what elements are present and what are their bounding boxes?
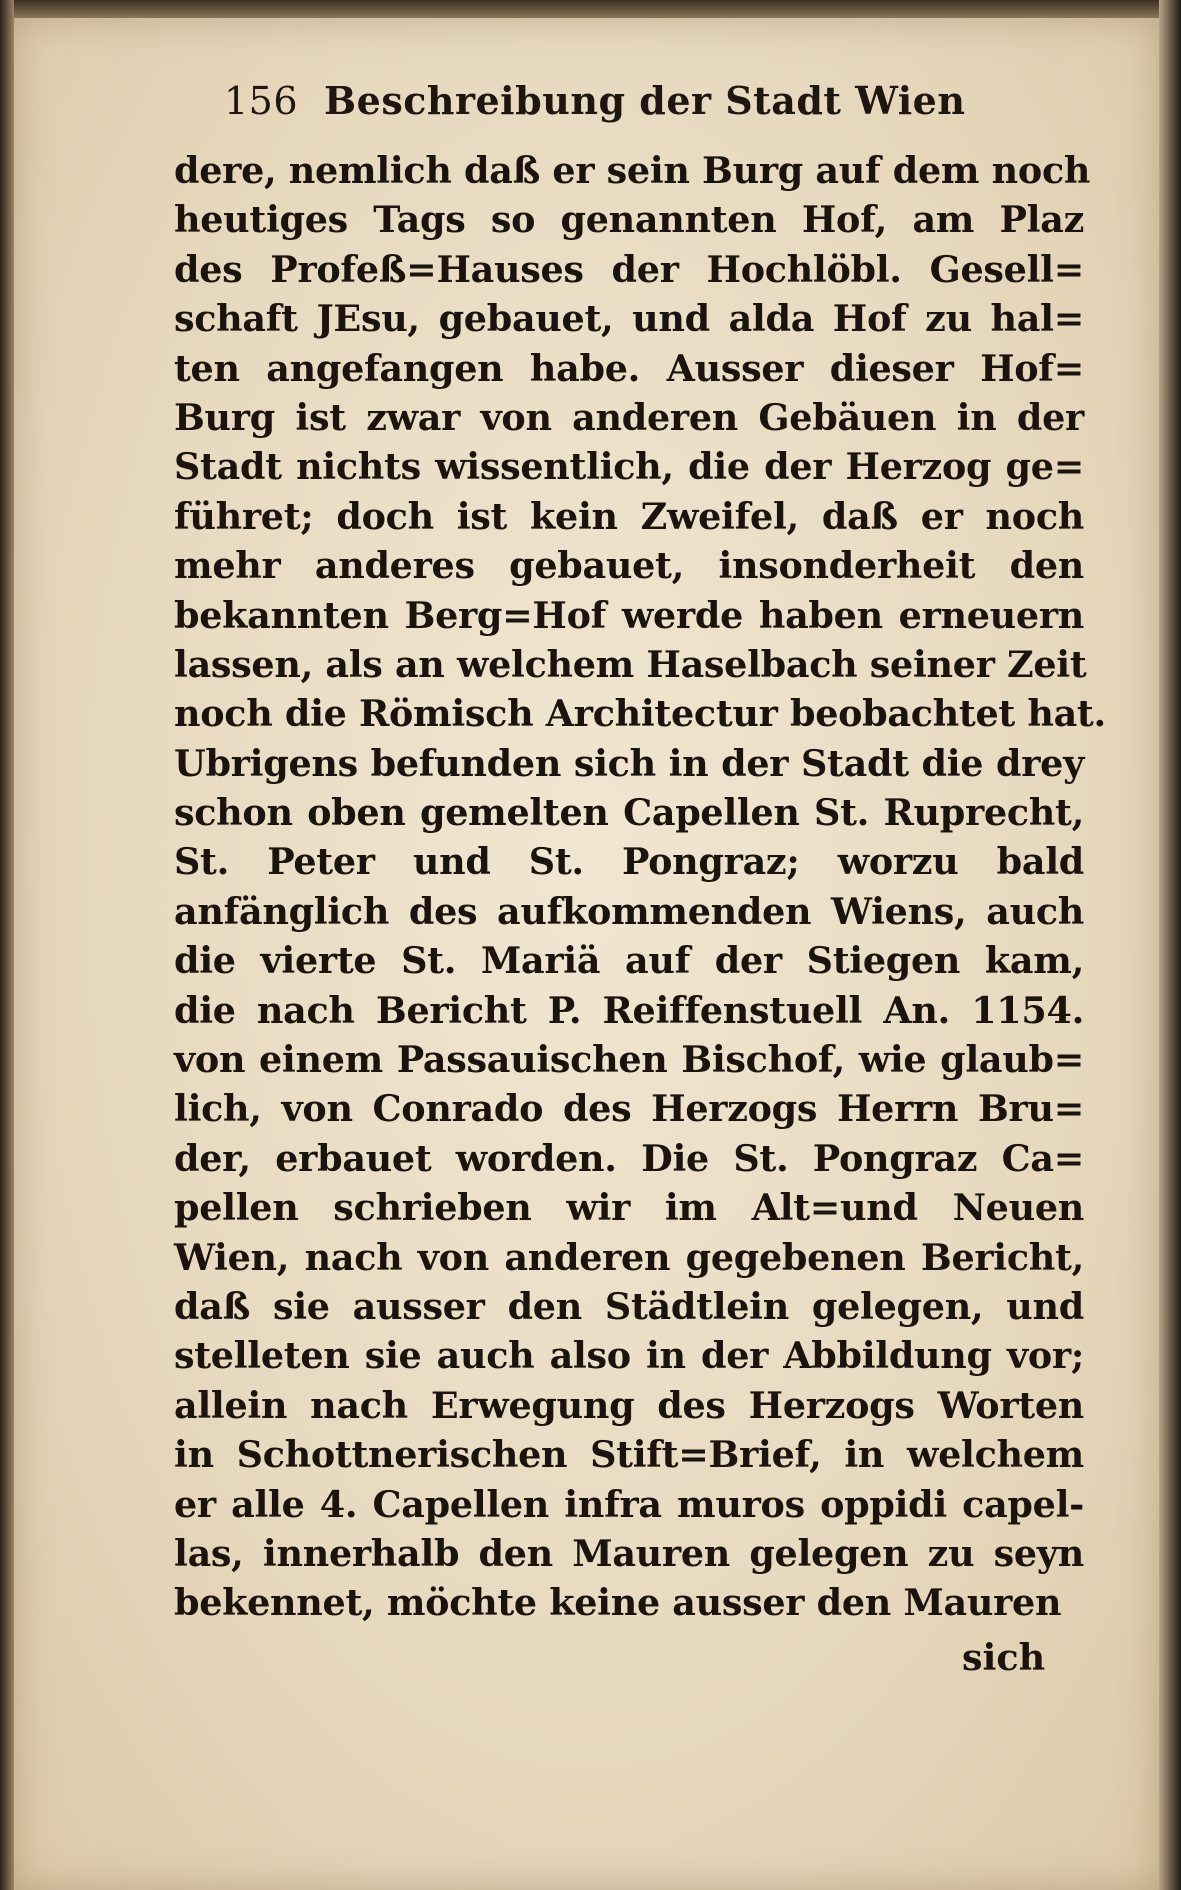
book-page <box>14 18 1159 1890</box>
text-line: stelleten sie auch also in der Abbildung vor; <box>174 1334 1084 1378</box>
text-line: allein nach Erwegung des Herzogs Worten <box>174 1383 1084 1427</box>
text-line: heutiges Tags so genannten Hof, am Plaz <box>174 198 1084 242</box>
text-line: pellen schrieben wir im Alt=und Neuen <box>174 1186 1084 1230</box>
text-line: anfänglich des aufkommenden Wiens, auch <box>174 889 1084 933</box>
running-title: Beschreibung der Stadt Wien <box>324 78 966 123</box>
text-line: von einem Passauischen Bischof, wie glaub= <box>174 1038 1084 1082</box>
text-line: in Schottnerischen Stift=Brief, in welchem <box>174 1433 1084 1477</box>
top-page-edge <box>0 0 1181 18</box>
text-line: Burg ist zwar von anderen Gebäuen in der <box>174 395 1084 439</box>
text-line: bekennet, möchte keine ausser den Mauren <box>174 1581 1062 1625</box>
text-line: die nach Bericht P. Reiffenstuell An. 1154. <box>174 988 1084 1032</box>
running-header <box>224 78 1044 123</box>
text-line: er alle 4. Capellen infra muros oppidi capel- <box>174 1482 1084 1526</box>
catchword: sich <box>962 1636 1046 1679</box>
text-line: Ubrigens befunden sich in der Stadt die drey <box>174 741 1084 785</box>
text-line: lich, von Conrado des Herzogs Herrn Bru= <box>174 1087 1084 1131</box>
text-line: noch die Römisch Architectur beobachtet hat. <box>174 692 1106 736</box>
text-line: Stadt nichts wissentlich, die der Herzog ge= <box>174 445 1084 489</box>
body-text <box>174 146 1106 1628</box>
text-line: Wien, nach von anderen gegebenen Bericht, <box>174 1235 1084 1279</box>
page-number: 156 <box>224 79 299 123</box>
text-line: las, innerhalb den Mauren gelegen zu seyn <box>174 1531 1084 1575</box>
text-line: dere, nemlich daß er sein Burg auf dem noch <box>174 149 1091 192</box>
text-line: der, erbauet worden. Die St. Pongraz Ca= <box>174 1136 1084 1180</box>
text-line: lassen, als an welchem Haselbach seiner Zeit <box>174 642 1087 686</box>
text-line: bekannten Berg=Hof werde haben erneuern <box>174 593 1084 637</box>
right-page-edge <box>1159 0 1181 1890</box>
left-binding-edge <box>0 0 14 1890</box>
text-line: St. Peter und St. Pongraz; worzu bald <box>174 840 1084 884</box>
text-line: mehr anderes gebauet, insonderheit den <box>174 544 1084 588</box>
text-line: führet; doch ist kein Zweifel, daß er noch <box>174 494 1084 538</box>
text-line: die vierte St. Mariä auf der Stiegen kam, <box>174 939 1084 983</box>
text-line: daß sie ausser den Städtlein gelegen, und <box>174 1284 1084 1328</box>
text-line: ten angefangen habe. Ausser dieser Hof= <box>174 346 1084 390</box>
text-line: schon oben gemelten Capellen St. Ruprecht, <box>174 791 1084 835</box>
text-line: schaft JEsu, gebauet, und alda Hof zu hal= <box>174 297 1084 341</box>
text-line: des Profeß=Hauses der Hochlöbl. Gesell= <box>174 247 1084 291</box>
